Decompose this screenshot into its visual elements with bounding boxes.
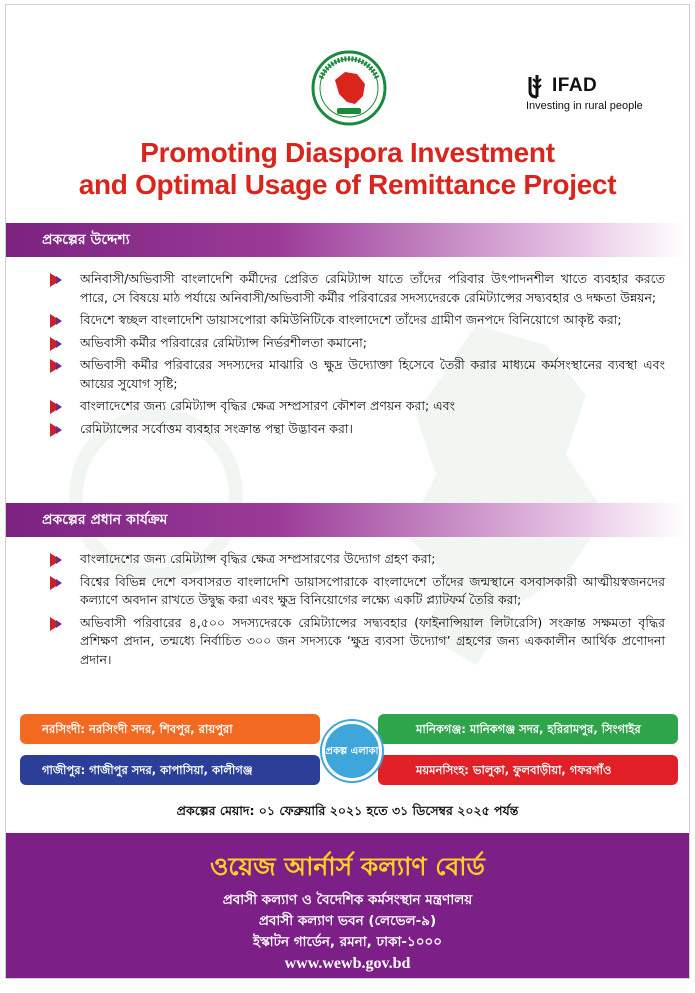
activities-heading: প্রকল্পের প্রধান কার্যক্রম (6, 503, 686, 537)
objectives-heading: প্রকল্পের উদ্দেশ্য (6, 223, 686, 257)
arrow-bullet-icon (50, 423, 61, 437)
title-line-2: and Optimal Usage of Remittance Project (78, 169, 617, 200)
area-manikganj: মানিকগঞ্জ: মানিকগঞ্জ সদর, হরিরামপুর, সিংগাইর (378, 714, 678, 744)
project-title (6, 137, 689, 201)
arrow-bullet-icon (50, 400, 61, 414)
ifad-tagline: Investing in rural people (526, 100, 643, 112)
area-mymensingh: ময়মনসিংহ: ভালুকা, ফুলবাড়ীয়া, গফরগাঁও (378, 755, 678, 785)
bangladesh-government-seal-icon (311, 50, 387, 126)
list-item: অভিবাসী পরিবারের ৪,৫০০ সদস্যদেরকে রেমিট্যান্সের সদ্ব্যবহার (ফাইনান্সিয়াল লিটারেসি) সংক্রান্ত সক্ষমতা বৃদ্ধির প্রশিক্ষণ প্রদান, তন্মধ্যে নির্বাচিত ৩০০ জন সদস্যকে ‘ক্ষুদ্র ব্যবসা উদ্যোগ’ গ্রহণের জন্য এককালীন আর্থিক প্রণোদনা প্রদান। (50, 614, 665, 670)
arrow-bullet-icon (50, 576, 61, 590)
list-item: বাংলাদেশের জন্য রেমিট্যান্স বৃদ্ধির ক্ষেত্র সম্প্রসারণের উদ্যোগ গ্রহণ করা; (50, 550, 665, 569)
org-name: ওয়েজ আর্নার্স কল্যাণ বোর্ড (210, 852, 485, 881)
ifad-name: IFAD (552, 75, 598, 96)
list-item: অভিবাসী কর্মীর পরিবারের রেমিট্যান্স নির্ভরশীলতা কমানো; (50, 334, 665, 353)
activities-list (50, 550, 665, 673)
project-duration: প্রকল্পের মেয়াদ: ০১ ফেব্রুয়ারি ২০২১ হতে ৩১ ডিসেম্বর ২০২৫ পর্যন্ত (176, 803, 519, 818)
building-name: প্রবাসী কল্যাণ ভবন (লেভেল-৯) (258, 913, 437, 929)
footer (6, 833, 689, 978)
objectives-list (50, 270, 665, 442)
area-gazipur: গাজীপুর: গাজীপুর সদর, কাপাসিয়া, কালীগঞ্জ (20, 755, 320, 785)
list-item: বাংলাদেশের জন্য রেমিট্যান্স বৃদ্ধির ক্ষেত্র সম্প্রসারণ কৌশল প্রণয়ন করা; এবং (50, 397, 665, 416)
project-area-hub: প্রকল্প এলাকা (322, 721, 382, 781)
area-narsingdi: নরসিংদী: নরসিংদী সদর, শিবপুর, রায়পুরা (20, 714, 320, 744)
website-link[interactable]: www.wewb.gov.bd (284, 955, 411, 972)
list-item: অনিবাসী/অভিবাসী বাংলাদেশি কর্মীদের প্রেরিত রেমিট্যান্স যাতে তাঁদের পরিবার উৎপাদনশীল খাতে ব্যবহার করতে পারে, সে বিষয়ে মাঠ পর্যায়ে অনিবাসী/অভিবাসী কর্মীর পরিবারের সদস্যদেরকে রেমিট্যান্সের সদ্ব্যবহার ও দক্ষতা উন্নয়ন; (50, 270, 665, 307)
wheat-icon (526, 73, 548, 99)
arrow-bullet-icon (50, 553, 61, 567)
arrow-bullet-icon (50, 314, 61, 328)
list-item: রেমিট্যান্সের সর্বোত্তম ব্যবহার সংক্রান্ত পন্থা উদ্ভাবন করা। (50, 420, 665, 439)
ministry-name: প্রবাসী কল্যাণ ও বৈদেশিক কর্মসংস্থান মন্ত্রণালয় (222, 892, 473, 908)
address: ইস্কাটন গার্ডেন, রমনা, ঢাকা-১০০০ (252, 934, 443, 950)
arrow-bullet-icon (50, 359, 61, 373)
poster (5, 4, 690, 979)
list-item: বিশ্বের বিভিন্ন দেশে বসবাসরত বাংলাদেশি ডায়াসপোরাকে বাংলাদেশে তাঁদের জন্মস্থানে বসবাসকারী আত্মীয়স্বজনদের কল্যাণে অবদান রাখতে উদ্বুদ্ধ করা এবং ক্ষুদ্র বিনিয়োগের লক্ষ্যে একটি প্ল্যাটফর্ম তৈরি করা; (50, 573, 665, 610)
arrow-bullet-icon (50, 337, 61, 351)
title-line-1: Promoting Diaspora Investment (140, 137, 555, 168)
list-item: অভিবাসী কর্মীর পরিবারের সদস্যদের মাঝারি ও ক্ষুদ্র উদ্যোক্তা হিসেবে তৈরী করার মাধ্যমে কর্মসংস্থানের ব্যবস্থা এবং আয়ের সুযোগ সৃষ্টি; (50, 356, 665, 393)
arrow-bullet-icon (50, 273, 61, 287)
arrow-bullet-icon (50, 617, 61, 631)
ifad-logo (526, 73, 676, 112)
list-item: বিদেশে স্বচ্ছল বাংলাদেশি ডায়াসপোরা কমিউনিটিকে বাংলাদেশে তাঁদের গ্রামীণ জনপদে বিনিয়োগে আকৃষ্ট করা; (50, 311, 665, 330)
